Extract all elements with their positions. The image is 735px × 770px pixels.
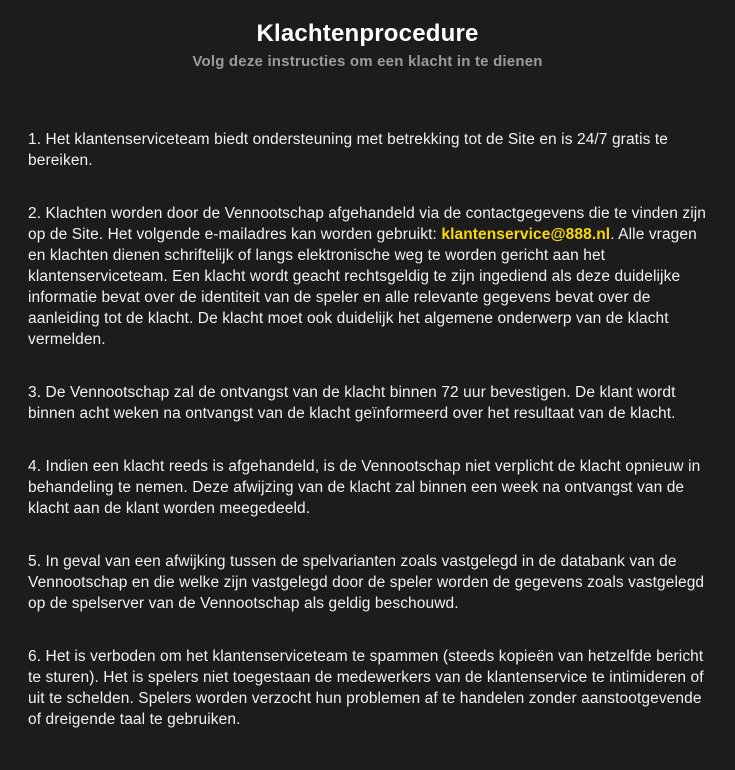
paragraph: 1. Het klantenserviceteam biedt ondersteuning met betrekking tot de Site en is 24/7 gratis te bereiken.: [28, 131, 668, 169]
page-subtitle: Volg deze instructies om een klacht in te dienen: [192, 53, 543, 70]
email-link[interactable]: klantenservice@888.nl: [441, 226, 611, 243]
page-title: Klachtenprocedure: [256, 20, 479, 47]
paragraph-list: [0, 129, 735, 730]
paragraph: 3. De Vennootschap zal de ontvangst van de klacht binnen 72 uur bevestigen. De klant wordt binnen acht weken na ontvangst van de klacht geïnformeerd over het resultaat van de klacht.: [28, 384, 676, 422]
paragraph: 6. Het is verboden om het klantenserviceteam te spammen (steeds kopieën van hetzelfde bericht te sturen). Het is spelers niet toegestaan de medewerkers van de klantenservice te intimideren of uit te schelden. Spelers worden verzocht hun problemen af te handelen zonder aanstootgevende of dreigende taal te gebruiken.: [28, 648, 704, 728]
paragraph: 2. Klachten worden door de Vennootschap afgehandeld via de contactgegevens die te vinden zijn op de Site. Het volgende e-mailadres kan worden gebruikt: klantenservice@888.nl. Alle vragen en klachten dienen schriftelijk of langs elektronische weg te worden gericht aan het klantenserviceteam. Een klacht wordt geacht rechtsgeldig te zijn ingediend als deze duidelijke informatie bevat over de identiteit van de speler en alle relevante gegevens bevat over de aanleiding tot de klacht. De klacht moet ook duidelijk het algemene onderwerp van de klacht vermelden.: [28, 205, 707, 348]
page-header: [0, 0, 735, 70]
paragraph: 5. In geval van een afwijking tussen de spelvarianten zoals vastgelegd in de databank van de Vennootschap en die welke zijn vastgelegd door de speler worden de gegevens zoals vastgelegd op de spelserver van de Vennootschap als geldig beschouwd.: [28, 553, 705, 612]
paragraph: 4. Indien een klacht reeds is afgehandeld, is de Vennootschap niet verplicht de klacht opnieuw in behandeling te nemen. Deze afwijzing van de klacht zal binnen een week na ontvangst van de klacht aan de klant worden meegedeeld.: [28, 458, 701, 517]
